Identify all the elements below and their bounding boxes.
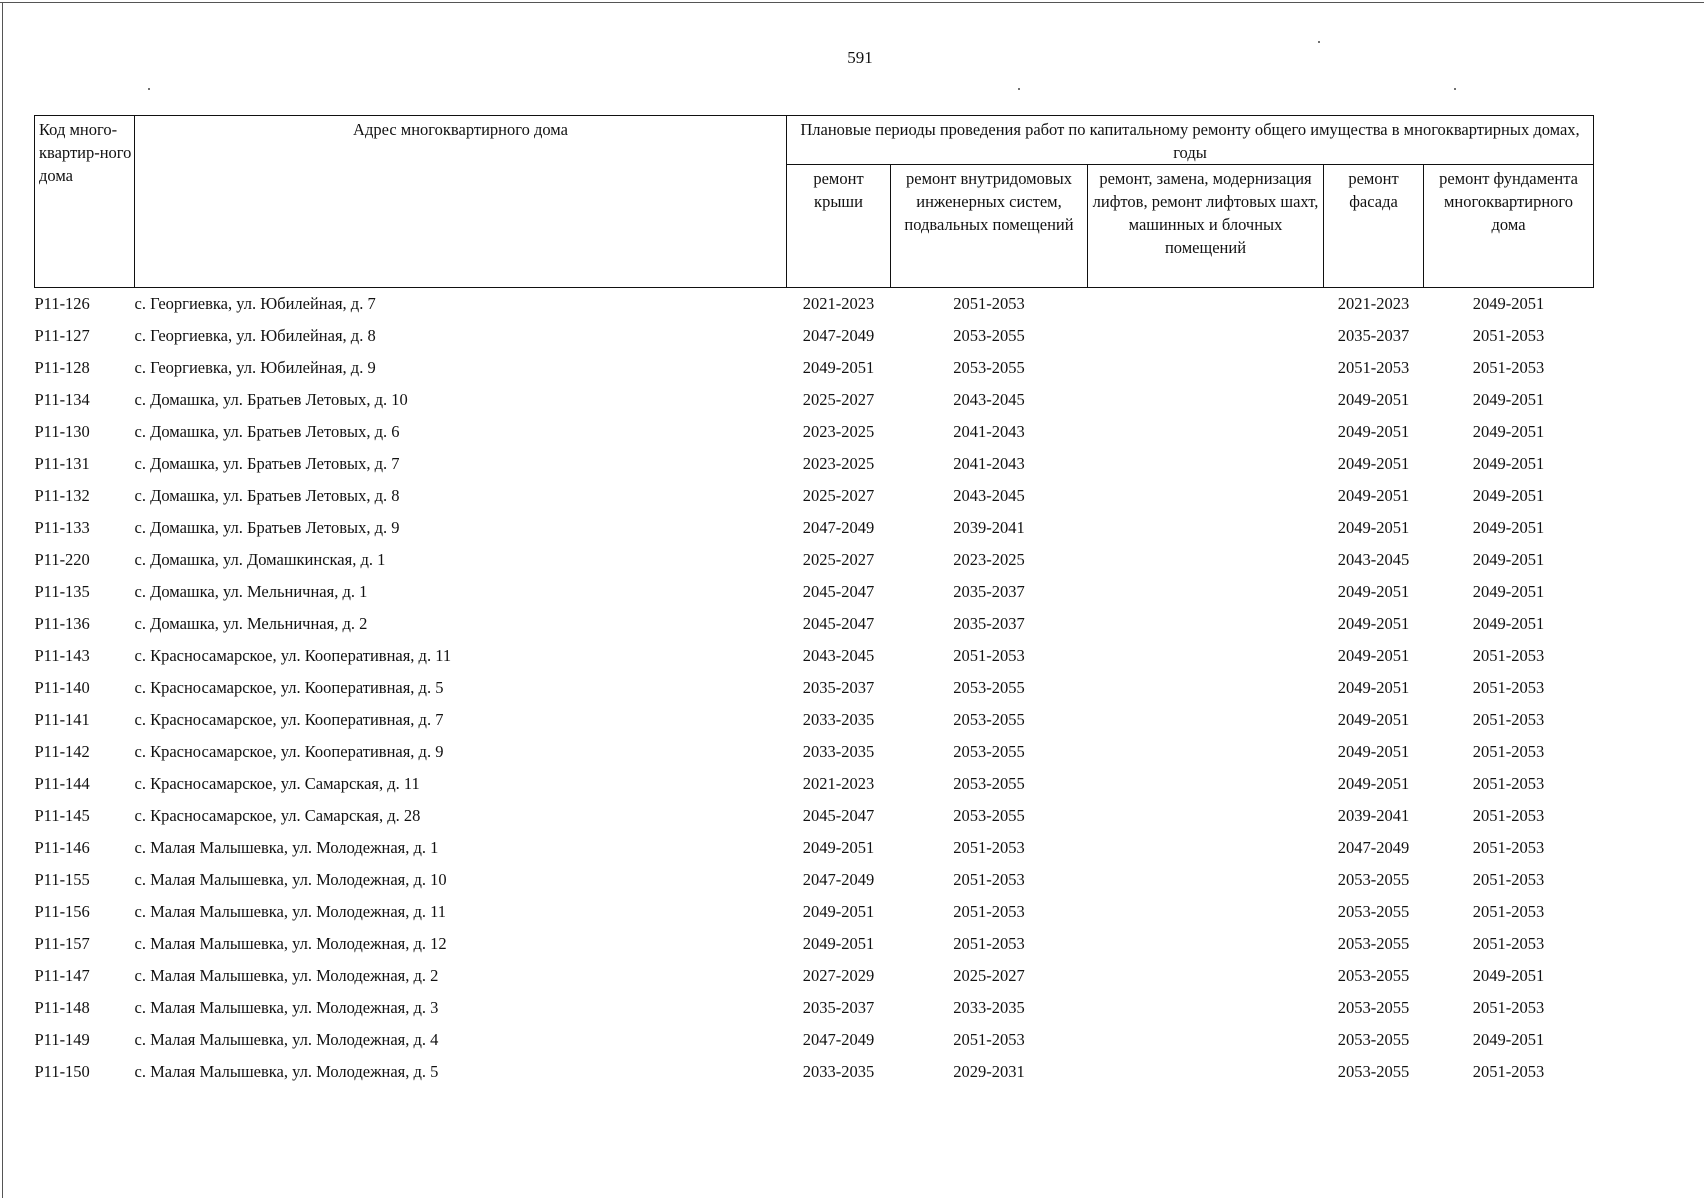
systems-repair-period: 2051-2053 xyxy=(953,838,1025,857)
page-number: 591 xyxy=(847,48,873,67)
facade-repair-period: 2053-2055 xyxy=(1337,934,1410,953)
systems-repair-period: 2053-2055 xyxy=(953,742,1025,761)
facade-repair-period: 2035-2037 xyxy=(1337,326,1410,345)
building-address: с. Георгиевка, ул. Юбилейная, д. 8 xyxy=(134,326,376,345)
lift-repair-period xyxy=(1088,1024,1324,1056)
table-row xyxy=(35,384,1594,416)
building-address: с. Красносамарское, ул. Кооперативная, д. 5 xyxy=(134,678,444,697)
building-code: Р11-150 xyxy=(34,1062,90,1081)
systems-repair-period: 2043-2045 xyxy=(953,390,1025,409)
facade-repair-period: 2051-2053 xyxy=(1337,358,1410,377)
roof-repair-period: 2049-2051 xyxy=(802,902,875,921)
building-address: с. Малая Малышевка, ул. Молодежная, д. 3 xyxy=(134,998,439,1017)
systems-repair-period: 2053-2055 xyxy=(953,774,1025,793)
building-code: Р11-148 xyxy=(34,998,90,1017)
lift-repair-period xyxy=(1088,448,1324,480)
scan-speck xyxy=(1318,41,1320,43)
lift-repair-period xyxy=(1088,608,1324,640)
lift-repair-period xyxy=(1088,896,1324,928)
table-row xyxy=(35,352,1594,384)
page-top-border xyxy=(0,2,1704,3)
table-row xyxy=(35,608,1594,640)
roof-repair-period: 2047-2049 xyxy=(802,870,875,889)
building-code: Р11-220 xyxy=(34,550,90,569)
facade-repair-period: 2053-2055 xyxy=(1337,902,1410,921)
building-address: с. Домашка, ул. Братьев Летовых, д. 7 xyxy=(134,454,400,473)
building-code: Р11-157 xyxy=(34,934,90,953)
roof-repair-period: 2049-2051 xyxy=(802,838,875,857)
table-row xyxy=(35,480,1594,512)
lift-repair-period xyxy=(1088,992,1324,1024)
building-address: с. Малая Малышевка, ул. Молодежная, д. 5 xyxy=(134,1062,439,1081)
systems-repair-period: 2053-2055 xyxy=(953,358,1025,377)
roof-repair-period: 2045-2047 xyxy=(802,806,875,825)
lift-repair-period xyxy=(1088,832,1324,864)
roof-repair-period: 2033-2035 xyxy=(802,742,875,761)
building-code: Р11-126 xyxy=(34,294,90,313)
foundation-repair-period: 2051-2053 xyxy=(1472,774,1545,793)
building-address: с. Домашка, ул. Братьев Летовых, д. 6 xyxy=(134,422,400,441)
facade-repair-period: 2053-2055 xyxy=(1337,1030,1410,1049)
lift-repair-period xyxy=(1088,640,1324,672)
lift-repair-period xyxy=(1088,1056,1324,1088)
systems-repair-period: 2033-2035 xyxy=(953,998,1025,1017)
header-roof-repair: ремонт крыши xyxy=(787,165,891,288)
lift-repair-period xyxy=(1088,768,1324,800)
foundation-repair-period: 2051-2053 xyxy=(1472,710,1545,729)
foundation-repair-period: 2049-2051 xyxy=(1472,550,1545,569)
facade-repair-period: 2049-2051 xyxy=(1337,390,1410,409)
foundation-repair-period: 2051-2053 xyxy=(1472,742,1545,761)
foundation-repair-period: 2049-2051 xyxy=(1472,518,1545,537)
systems-repair-period: 2053-2055 xyxy=(953,806,1025,825)
building-code: Р11-128 xyxy=(34,358,90,377)
building-address: с. Красносамарское, ул. Кооперативная, д. 11 xyxy=(134,646,452,665)
building-code: Р11-135 xyxy=(34,582,90,601)
building-address: с. Малая Малышевка, ул. Молодежная, д. 1 xyxy=(134,838,439,857)
table-row xyxy=(35,992,1594,1024)
systems-repair-period: 2051-2053 xyxy=(953,934,1025,953)
lift-repair-period xyxy=(1088,416,1324,448)
systems-repair-period: 2041-2043 xyxy=(953,422,1025,441)
systems-repair-period: 2051-2053 xyxy=(953,294,1025,313)
building-address: с. Георгиевка, ул. Юбилейная, д. 9 xyxy=(134,358,376,377)
facade-repair-period: 2049-2051 xyxy=(1337,454,1410,473)
lift-repair-period xyxy=(1088,704,1324,736)
roof-repair-period: 2047-2049 xyxy=(802,1030,875,1049)
roof-repair-period: 2027-2029 xyxy=(802,966,875,985)
building-code: Р11-136 xyxy=(34,614,90,633)
table-row xyxy=(35,1056,1594,1088)
foundation-repair-period: 2051-2053 xyxy=(1472,1062,1545,1081)
table-header-row xyxy=(35,116,1594,165)
facade-repair-period: 2049-2051 xyxy=(1337,774,1410,793)
foundation-repair-period: 2049-2051 xyxy=(1472,422,1545,441)
lift-repair-period xyxy=(1088,384,1324,416)
table-row xyxy=(35,512,1594,544)
table-row xyxy=(35,576,1594,608)
facade-repair-period: 2049-2051 xyxy=(1337,422,1410,441)
foundation-repair-period: 2049-2051 xyxy=(1472,614,1545,633)
building-code: Р11-147 xyxy=(34,966,90,985)
systems-repair-period: 2051-2053 xyxy=(953,1030,1025,1049)
roof-repair-period: 2035-2037 xyxy=(802,998,875,1017)
building-code: Р11-134 xyxy=(34,390,90,409)
building-code: Р11-132 xyxy=(34,486,90,505)
lift-repair-period xyxy=(1088,928,1324,960)
roof-repair-period: 2025-2027 xyxy=(802,486,875,505)
lift-repair-period xyxy=(1088,352,1324,384)
table-row xyxy=(35,1024,1594,1056)
facade-repair-period: 2053-2055 xyxy=(1337,966,1410,985)
building-code: Р11-149 xyxy=(34,1030,90,1049)
building-address: с. Красносамарское, ул. Самарская, д. 11 xyxy=(134,774,420,793)
building-code: Р11-143 xyxy=(34,646,90,665)
systems-repair-period: 2053-2055 xyxy=(953,710,1025,729)
foundation-repair-period: 2049-2051 xyxy=(1472,294,1545,313)
roof-repair-period: 2047-2049 xyxy=(802,518,875,537)
lift-repair-period xyxy=(1088,480,1324,512)
foundation-repair-period: 2051-2053 xyxy=(1472,358,1545,377)
facade-repair-period: 2047-2049 xyxy=(1337,838,1410,857)
systems-repair-period: 2043-2045 xyxy=(953,486,1025,505)
building-address: с. Домашка, ул. Домашкинская, д. 1 xyxy=(134,550,386,569)
roof-repair-period: 2049-2051 xyxy=(802,934,875,953)
roof-repair-period: 2021-2023 xyxy=(802,774,875,793)
systems-repair-period: 2035-2037 xyxy=(953,614,1025,633)
building-code: Р11-133 xyxy=(34,518,90,537)
building-address: с. Малая Малышевка, ул. Молодежная, д. 12 xyxy=(134,934,447,953)
systems-repair-period: 2053-2055 xyxy=(953,678,1025,697)
building-address: с. Домашка, ул. Мельничная, д. 1 xyxy=(134,582,368,601)
roof-repair-period: 2023-2025 xyxy=(802,454,875,473)
table-row xyxy=(35,736,1594,768)
building-code: Р11-127 xyxy=(34,326,90,345)
building-code: Р11-130 xyxy=(34,422,90,441)
lift-repair-period xyxy=(1088,320,1324,352)
foundation-repair-period: 2049-2051 xyxy=(1472,390,1545,409)
facade-repair-period: 2049-2051 xyxy=(1337,518,1410,537)
foundation-repair-period: 2051-2053 xyxy=(1472,934,1545,953)
roof-repair-period: 2035-2037 xyxy=(802,678,875,697)
roof-repair-period: 2023-2025 xyxy=(802,422,875,441)
systems-repair-period: 2035-2037 xyxy=(953,582,1025,601)
header-building-code: Код много-квартир-ного дома xyxy=(35,116,135,288)
systems-repair-period: 2051-2053 xyxy=(953,902,1025,921)
building-address: с. Домашка, ул. Братьев Летовых, д. 8 xyxy=(134,486,400,505)
building-address: с. Малая Малышевка, ул. Молодежная, д. 2 xyxy=(134,966,439,985)
header-foundation-repair: ремонт фундамента многоквартирного дома xyxy=(1424,165,1594,288)
facade-repair-period: 2049-2051 xyxy=(1337,582,1410,601)
building-address: с. Домашка, ул. Мельничная, д. 2 xyxy=(134,614,368,633)
roof-repair-period: 2025-2027 xyxy=(802,550,875,569)
facade-repair-period: 2049-2051 xyxy=(1337,614,1410,633)
building-address: с. Домашка, ул. Братьев Летовых, д. 10 xyxy=(134,390,408,409)
facade-repair-period: 2043-2045 xyxy=(1337,550,1410,569)
table-row xyxy=(35,448,1594,480)
facade-repair-period: 2049-2051 xyxy=(1337,742,1410,761)
table-row xyxy=(35,416,1594,448)
lift-repair-period xyxy=(1088,736,1324,768)
foundation-repair-period: 2051-2053 xyxy=(1472,678,1545,697)
lift-repair-period xyxy=(1088,800,1324,832)
table-row xyxy=(35,928,1594,960)
foundation-repair-period: 2051-2053 xyxy=(1472,326,1545,345)
scan-speck xyxy=(148,88,150,90)
facade-repair-period: 2053-2055 xyxy=(1337,1062,1410,1081)
roof-repair-period: 2033-2035 xyxy=(802,1062,875,1081)
facade-repair-period: 2049-2051 xyxy=(1337,710,1410,729)
facade-repair-period: 2049-2051 xyxy=(1337,678,1410,697)
roof-repair-period: 2043-2045 xyxy=(802,646,875,665)
foundation-repair-period: 2051-2053 xyxy=(1472,838,1545,857)
lift-repair-period xyxy=(1088,288,1324,321)
lift-repair-period xyxy=(1088,512,1324,544)
lift-repair-period xyxy=(1088,960,1324,992)
lift-repair-period xyxy=(1088,672,1324,704)
header-planned-periods: Плановые периоды проведения работ по капитальному ремонту общего имущества в многоквартирных домах, годы xyxy=(787,116,1594,165)
foundation-repair-period: 2049-2051 xyxy=(1472,1030,1545,1049)
lift-repair-period xyxy=(1088,576,1324,608)
building-address: с. Малая Малышевка, ул. Молодежная, д. 4 xyxy=(134,1030,439,1049)
scan-speck xyxy=(1018,88,1020,90)
facade-repair-period: 2049-2051 xyxy=(1337,486,1410,505)
roof-repair-period: 2047-2049 xyxy=(802,326,875,345)
roof-repair-period: 2021-2023 xyxy=(802,294,875,313)
table-row xyxy=(35,800,1594,832)
foundation-repair-period: 2051-2053 xyxy=(1472,870,1545,889)
systems-repair-period: 2023-2025 xyxy=(953,550,1025,569)
building-address: с. Георгиевка, ул. Юбилейная, д. 7 xyxy=(134,294,376,313)
building-address: с. Малая Малышевка, ул. Молодежная, д. 11 xyxy=(134,902,447,921)
building-address: с. Красносамарское, ул. Кооперативная, д. 7 xyxy=(134,710,444,729)
foundation-repair-period: 2051-2053 xyxy=(1472,998,1545,1017)
building-code: Р11-156 xyxy=(34,902,90,921)
building-code: Р11-141 xyxy=(34,710,90,729)
building-address: с. Малая Малышевка, ул. Молодежная, д. 10 xyxy=(134,870,447,889)
building-address: с. Красносамарское, ул. Самарская, д. 28 xyxy=(134,806,421,825)
building-code: Р11-145 xyxy=(34,806,90,825)
header-facade-repair: ремонт фасада xyxy=(1324,165,1424,288)
table-row xyxy=(35,960,1594,992)
systems-repair-period: 2029-2031 xyxy=(953,1062,1025,1081)
table-row xyxy=(35,832,1594,864)
building-address: с. Домашка, ул. Братьев Летовых, д. 9 xyxy=(134,518,400,537)
facade-repair-period: 2053-2055 xyxy=(1337,998,1410,1017)
systems-repair-period: 2041-2043 xyxy=(953,454,1025,473)
table-body xyxy=(35,288,1594,1089)
building-code: Р11-131 xyxy=(34,454,90,473)
systems-repair-period: 2025-2027 xyxy=(953,966,1025,985)
capital-repair-schedule-table xyxy=(34,115,1594,1088)
lift-repair-period xyxy=(1088,864,1324,896)
foundation-repair-period: 2051-2053 xyxy=(1472,646,1545,665)
table-row xyxy=(35,864,1594,896)
roof-repair-period: 2049-2051 xyxy=(802,358,875,377)
header-engineering-systems-repair: ремонт внутридомовых инженерных систем, подвальных помещений xyxy=(891,165,1088,288)
table-row xyxy=(35,288,1594,321)
foundation-repair-period: 2051-2053 xyxy=(1472,806,1545,825)
table-row xyxy=(35,704,1594,736)
roof-repair-period: 2033-2035 xyxy=(802,710,875,729)
page-left-border xyxy=(2,2,3,1198)
facade-repair-period: 2049-2051 xyxy=(1337,646,1410,665)
roof-repair-period: 2045-2047 xyxy=(802,582,875,601)
facade-repair-period: 2039-2041 xyxy=(1337,806,1410,825)
header-address: Адрес многоквартирного дома xyxy=(135,116,787,288)
table-row xyxy=(35,672,1594,704)
foundation-repair-period: 2049-2051 xyxy=(1472,582,1545,601)
table-row xyxy=(35,768,1594,800)
table-row xyxy=(35,640,1594,672)
facade-repair-period: 2021-2023 xyxy=(1337,294,1410,313)
foundation-repair-period: 2051-2053 xyxy=(1472,902,1545,921)
systems-repair-period: 2053-2055 xyxy=(953,326,1025,345)
table-row xyxy=(35,320,1594,352)
building-code: Р11-155 xyxy=(34,870,90,889)
table-row xyxy=(35,544,1594,576)
foundation-repair-period: 2049-2051 xyxy=(1472,966,1545,985)
facade-repair-period: 2053-2055 xyxy=(1337,870,1410,889)
systems-repair-period: 2051-2053 xyxy=(953,646,1025,665)
lift-repair-period xyxy=(1088,544,1324,576)
roof-repair-period: 2045-2047 xyxy=(802,614,875,633)
systems-repair-period: 2051-2053 xyxy=(953,870,1025,889)
building-code: Р11-144 xyxy=(34,774,90,793)
systems-repair-period: 2039-2041 xyxy=(953,518,1025,537)
foundation-repair-period: 2049-2051 xyxy=(1472,454,1545,473)
building-code: Р11-140 xyxy=(34,678,90,697)
scan-speck xyxy=(1454,88,1456,90)
header-lift-repair: ремонт, замена, модернизация лифтов, ремонт лифтовых шахт, машинных и блочных помещений xyxy=(1088,165,1324,288)
building-code: Р11-146 xyxy=(34,838,90,857)
roof-repair-period: 2025-2027 xyxy=(802,390,875,409)
foundation-repair-period: 2049-2051 xyxy=(1472,486,1545,505)
building-code: Р11-142 xyxy=(34,742,90,761)
building-address: с. Красносамарское, ул. Кооперативная, д. 9 xyxy=(134,742,444,761)
table-row xyxy=(35,896,1594,928)
